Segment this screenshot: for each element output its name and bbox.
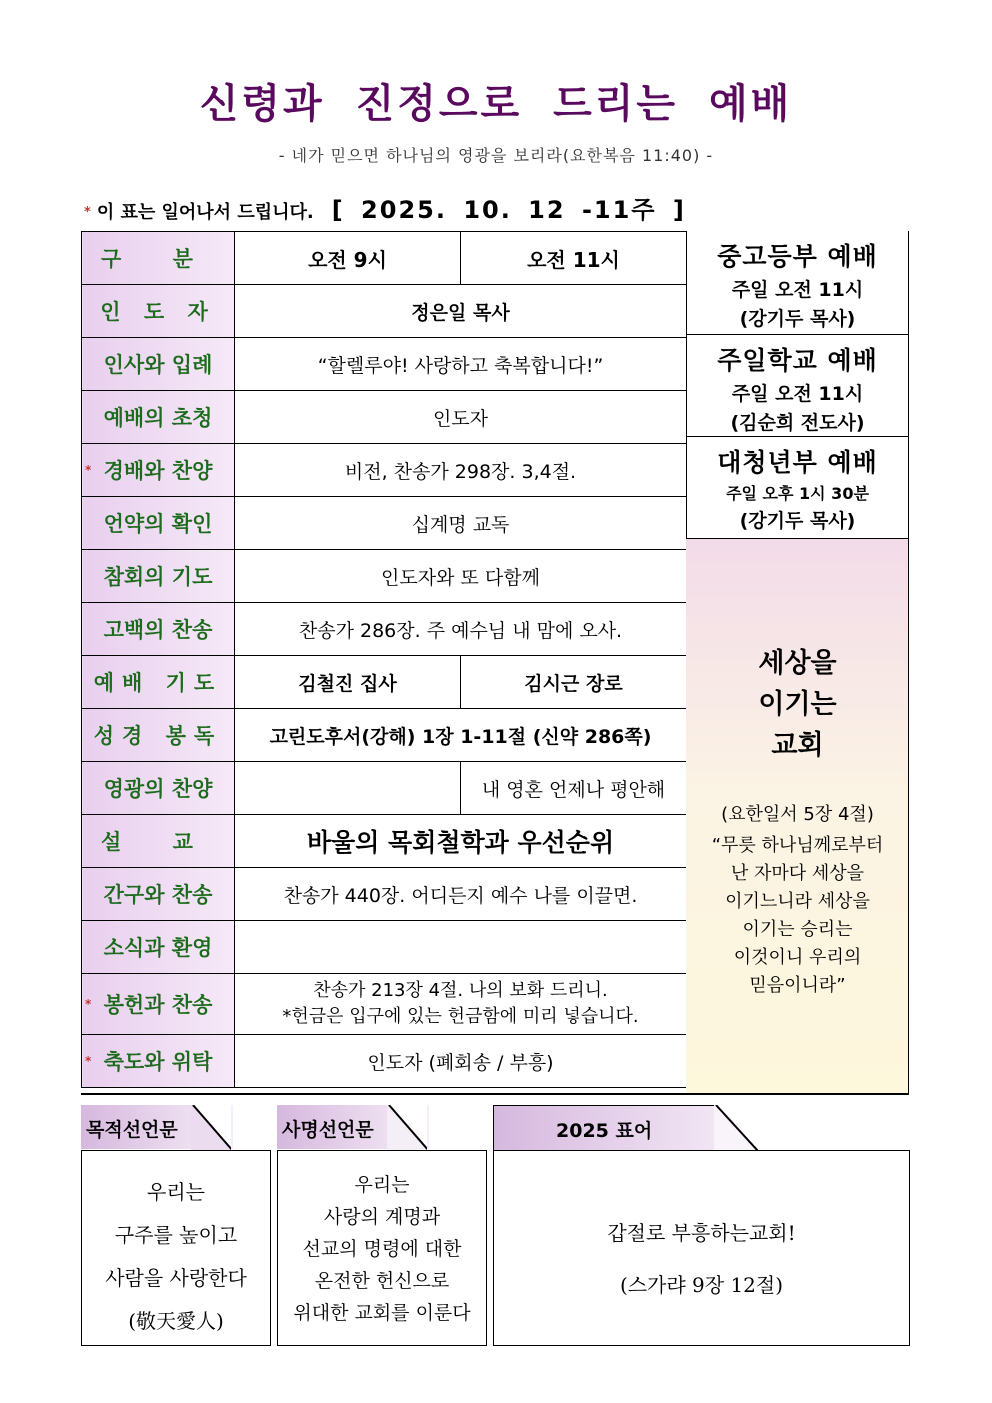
purpose-title: 목적선언문 (86, 1119, 178, 1141)
youth-leader: (강기두 목사) (739, 308, 856, 330)
table-row (82, 444, 687, 497)
row-value-11am: 내 영혼 언제나 평안해 (461, 762, 687, 815)
row-label: 언약의 확인 (82, 497, 235, 550)
row-value-9am (235, 762, 461, 815)
row-value: 비전, 찬송가 298장. 3,4절. (235, 444, 687, 497)
motto2025-box (493, 1150, 910, 1346)
col-11am: 오전 11시 (461, 232, 687, 285)
row-value: 고린도후서(강해) 1장 1-11절 (신약 286쪽) (235, 709, 687, 762)
purpose-line: (敬天愛人) (128, 1309, 224, 1333)
table-row (82, 974, 687, 1035)
table-row (82, 391, 687, 444)
youth-title: 중고등부 예배 (717, 242, 878, 271)
col-9am: 오전 9시 (235, 232, 461, 285)
row-value: 찬송가 440장. 어디든지 예수 나를 이끌면. (235, 868, 687, 921)
young-adult-time: 주일 오후 1시 30분 (726, 484, 869, 503)
motto2025-line: 갑절로 부흥하는교회! (607, 1221, 796, 1245)
row-value: 십계명 교독 (235, 497, 687, 550)
row-label: 성경 봉독 (82, 709, 235, 762)
youth-time: 주일 오전 11시 (731, 279, 864, 301)
purpose-line: 구주를 높이고 (114, 1223, 238, 1247)
row-value: 찬송가 286장. 주 예수님 내 맘에 오사. (235, 603, 687, 656)
mission-line: 사랑의 계명과 (323, 1206, 441, 1228)
table-row (82, 285, 687, 338)
table-row (82, 656, 687, 709)
row-value: “할렐루야! 사랑하고 축복합니다!” (235, 338, 687, 391)
sunday-school-leader: (김순희 전도사) (730, 412, 865, 434)
youth-service-box (686, 231, 909, 335)
motto2025-tab (493, 1105, 756, 1150)
motto2025-line: (스가랴 9장 12절) (619, 1273, 784, 1297)
row-label: 간구와 찬송 (82, 868, 235, 921)
row-value-9am: 김철진 집사 (235, 656, 461, 709)
table-row (82, 1035, 687, 1088)
worship-order-table (81, 231, 687, 1088)
table-row (82, 497, 687, 550)
star-marker: * (85, 1054, 92, 1068)
row-label: 설 교 (82, 815, 235, 868)
motto-heading: 세상을 이기는 교회 (758, 648, 837, 761)
purpose-line: 사람을 사랑한다 (105, 1266, 247, 1290)
row-label: * 축도와 위탁 (82, 1035, 235, 1088)
row-label: 예배의 초청 (82, 391, 235, 444)
sunday-school-title: 주일학교 예배 (717, 346, 878, 375)
mission-line: 우리는 (354, 1174, 410, 1196)
mission-line: 온전한 헌신으로 (314, 1270, 450, 1292)
mission-title: 사명선언문 (282, 1119, 374, 1141)
row-value (235, 921, 687, 974)
motto2025-title: 2025 표어 (556, 1120, 653, 1142)
tab-slant-icon (714, 1105, 758, 1151)
row-label: 인 도 자 (82, 285, 235, 338)
table-row (82, 550, 687, 603)
table-row (82, 762, 687, 815)
star-marker: * (85, 463, 92, 477)
table-row (82, 709, 687, 762)
standing-notice (84, 190, 686, 225)
table-row (82, 338, 687, 391)
row-label: 참회의 기도 (82, 550, 235, 603)
section-divider (81, 1093, 909, 1095)
young-adult-box (686, 437, 909, 539)
purpose-box (81, 1150, 271, 1346)
table-row (82, 603, 687, 656)
mission-line: 선교의 명령에 대한 (302, 1238, 462, 1260)
row-label: * 봉헌과 찬송 (82, 974, 235, 1035)
row-label: 영광의 찬양 (82, 762, 235, 815)
sermon-title: 바울의 목회철학과 우선순위 (235, 815, 687, 868)
row-label: 예배 기도 (82, 656, 235, 709)
table-row (82, 815, 687, 868)
table-row (82, 868, 687, 921)
star-marker: * (85, 997, 92, 1011)
service-date: [ 2025. 10. 12 -11주 ] (331, 196, 686, 224)
young-adult-leader: (강기두 목사) (739, 510, 856, 532)
row-label: 구 분 (82, 232, 235, 285)
table-row (82, 921, 687, 974)
row-value: 인도자 (폐회송 / 부흥) (235, 1035, 687, 1088)
sunday-school-box (686, 335, 909, 437)
tab-slant-icon (191, 1105, 231, 1151)
offering-note: *헌금은 입구에 있는 헌금함에 미리 넣습니다. (282, 1006, 639, 1027)
row-value-11am: 김시근 장로 (461, 656, 687, 709)
mission-line: 위대한 교회를 이룬다 (293, 1302, 471, 1324)
motto-verse: “무릇 하나님께로부터 난 자마다 세상을 이기느니라 세상을 이기는 승리는 이것이니 우리의 믿음이니라” (711, 835, 884, 996)
motto-reference: (요한일서 5장 4절) (721, 804, 874, 825)
page-subtitle: - 네가 믿으면 하나님의 영광을 보리라(요한복음 11:40) - (278, 146, 714, 165)
tab-slant-icon (387, 1105, 427, 1151)
sunday-school-time: 주일 오전 11시 (731, 383, 864, 405)
church-motto-panel (686, 539, 909, 1093)
row-value: 찬송가 213장 4절. 나의 보화 드리니. *헌금은 입구에 있는 헌금함에 미리 넣습니다. (235, 974, 687, 1035)
purpose-tab (81, 1105, 233, 1149)
row-label: * 경배와 찬양 (82, 444, 235, 497)
row-label: 고백의 찬송 (82, 603, 235, 656)
row-value: 인도자와 또 다함께 (235, 550, 687, 603)
right-border (908, 231, 909, 1093)
row-label: 소식과 환영 (82, 921, 235, 974)
row-label: 인사와 입례 (82, 338, 235, 391)
row-value: 정은일 목사 (235, 285, 687, 338)
mission-tab (277, 1105, 429, 1149)
row-value: 인도자 (235, 391, 687, 444)
purpose-line: 우리는 (147, 1180, 205, 1204)
young-adult-title: 대청년부 예배 (717, 448, 878, 477)
table-row (82, 232, 687, 285)
star-marker: * (84, 205, 91, 220)
page-title: 신령과 진정으로 드리는 예배 (199, 81, 793, 127)
notice-text: 이 표는 일어나서 드립니다. (96, 202, 314, 223)
mission-box (277, 1150, 487, 1346)
